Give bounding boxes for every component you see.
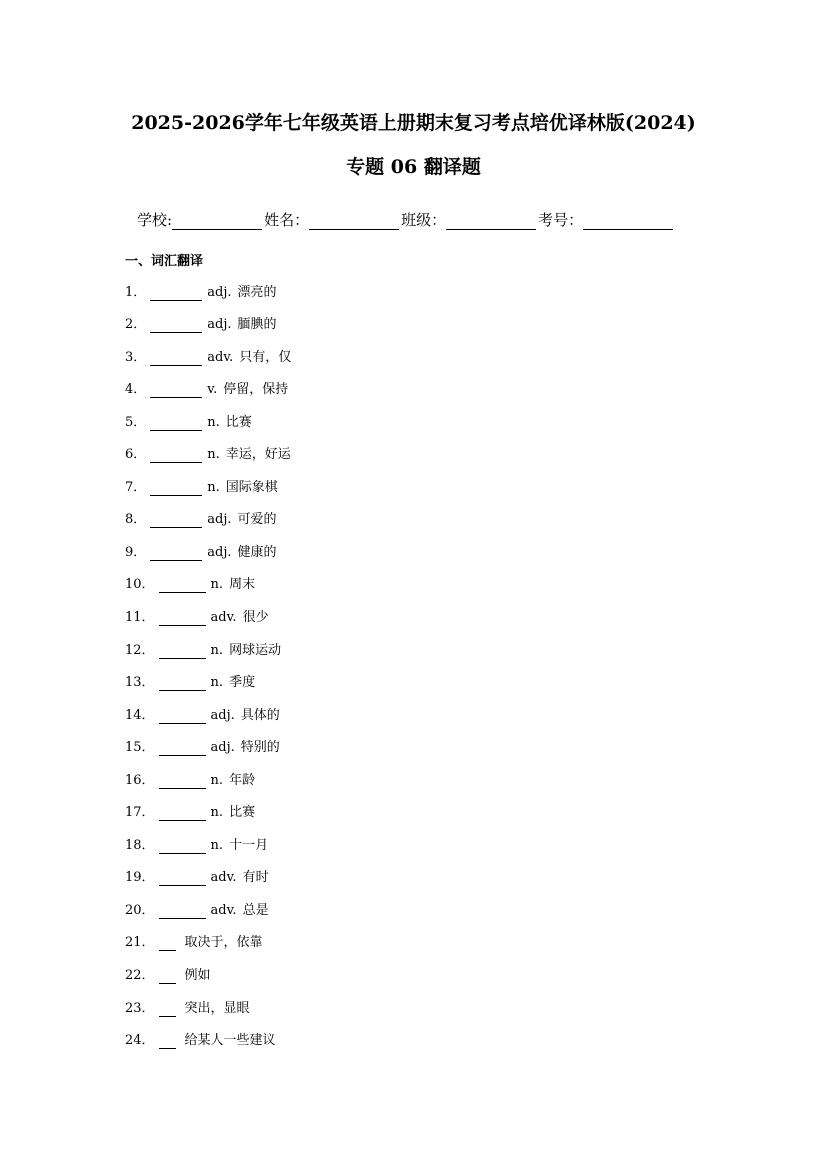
- question-number: 18．: [125, 837, 155, 853]
- answer-blank[interactable]: [159, 611, 206, 626]
- question-item: [125, 703, 291, 736]
- question-item: [125, 638, 291, 671]
- question-number: 2．: [125, 317, 147, 333]
- part-of-speech: n.: [210, 805, 224, 821]
- question-number: 11．: [125, 610, 155, 626]
- exam-number-label: 考号：: [538, 211, 584, 229]
- answer-blank[interactable]: [159, 709, 206, 724]
- question-number: 16．: [125, 772, 155, 788]
- question-item: [125, 540, 291, 573]
- answer-blank[interactable]: [150, 318, 202, 333]
- class-label: 班级：: [401, 211, 447, 229]
- worksheet-subtitle: 专题 06 翻译题: [346, 156, 481, 178]
- part-of-speech: n.: [210, 642, 224, 658]
- answer-blank[interactable]: [159, 578, 206, 593]
- question-number: 21．: [125, 935, 155, 951]
- part-of-speech: adv.: [207, 349, 234, 365]
- class-blank[interactable]: [446, 213, 536, 230]
- chinese-meaning: 具体的: [240, 707, 280, 723]
- part-of-speech: n.: [207, 447, 220, 463]
- answer-blank[interactable]: [159, 904, 206, 919]
- question-item: [125, 313, 291, 346]
- answer-blank[interactable]: [159, 774, 206, 789]
- question-item: [125, 508, 291, 541]
- school-blank[interactable]: [172, 213, 262, 230]
- answer-blank[interactable]: [150, 513, 202, 528]
- part-of-speech: adj.: [207, 284, 232, 300]
- part-of-speech: n.: [210, 675, 224, 691]
- question-item: [125, 280, 291, 313]
- answer-blank[interactable]: [150, 351, 202, 366]
- part-of-speech: n.: [210, 772, 224, 788]
- school-label: 学校:: [137, 211, 173, 229]
- question-number: 5．: [125, 414, 147, 430]
- chinese-meaning: 漂亮的: [237, 284, 277, 300]
- question-number: 19．: [125, 870, 155, 886]
- answer-blank[interactable]: [159, 871, 206, 886]
- question-number: 17．: [125, 805, 155, 821]
- answer-blank[interactable]: [159, 936, 176, 951]
- answer-blank[interactable]: [150, 546, 202, 561]
- answer-blank[interactable]: [150, 416, 202, 431]
- chinese-meaning: 有时: [242, 870, 269, 886]
- chinese-meaning: 健康的: [237, 544, 277, 560]
- answer-blank[interactable]: [159, 741, 206, 756]
- answer-blank[interactable]: [150, 286, 202, 301]
- question-number: 13．: [125, 675, 155, 691]
- student-info-row: [137, 210, 675, 230]
- part-of-speech: adj.: [207, 512, 232, 528]
- answer-blank[interactable]: [159, 676, 206, 691]
- question-number: 7．: [125, 479, 147, 495]
- chinese-meaning: 取决于，依靠: [184, 935, 263, 951]
- answer-blank[interactable]: [150, 383, 202, 398]
- name-blank[interactable]: [309, 213, 399, 230]
- part-of-speech: adv.: [210, 610, 237, 626]
- part-of-speech: n.: [207, 414, 220, 430]
- question-number: 20．: [125, 902, 155, 918]
- chinese-meaning: 比赛: [229, 805, 256, 821]
- answer-blank[interactable]: [159, 839, 206, 854]
- question-item: [125, 605, 291, 638]
- answer-blank[interactable]: [159, 969, 176, 984]
- question-item: [125, 833, 291, 866]
- chinese-meaning: 只有，仅: [239, 349, 292, 365]
- part-of-speech: adj.: [207, 317, 232, 333]
- question-item: [125, 898, 291, 931]
- question-number: 15．: [125, 740, 155, 756]
- chinese-meaning: 比赛: [225, 414, 252, 430]
- answer-blank[interactable]: [159, 1034, 176, 1049]
- part-of-speech: adj.: [210, 740, 235, 756]
- question-item: [125, 768, 291, 801]
- chinese-meaning: 可爱的: [237, 512, 277, 528]
- question-item: [125, 475, 291, 508]
- answer-blank[interactable]: [150, 481, 202, 496]
- chinese-meaning: 突出，显眼: [184, 1000, 250, 1016]
- part-of-speech: adj.: [207, 544, 232, 560]
- question-number: 9．: [125, 544, 147, 560]
- part-of-speech: adv.: [210, 902, 237, 918]
- chinese-meaning: 年龄: [229, 772, 256, 788]
- question-number: 14．: [125, 707, 155, 723]
- chinese-meaning: 季度: [229, 675, 256, 691]
- part-of-speech: adv.: [210, 870, 237, 886]
- question-item: [125, 963, 291, 996]
- part-of-speech: n.: [210, 577, 224, 593]
- question-item: [125, 443, 291, 476]
- chinese-meaning: 腼腆的: [237, 317, 277, 333]
- answer-blank[interactable]: [159, 644, 206, 659]
- question-number: 1．: [125, 284, 147, 300]
- question-item: [125, 996, 291, 1029]
- question-number: 12．: [125, 642, 155, 658]
- chinese-meaning: 幸运，好运: [225, 447, 291, 463]
- question-number: 6．: [125, 447, 147, 463]
- exam-number-field: [538, 210, 675, 230]
- question-item: [125, 1029, 291, 1062]
- chinese-meaning: 给某人一些建议: [184, 1033, 276, 1049]
- question-number: 10．: [125, 577, 155, 593]
- question-number: 4．: [125, 382, 147, 398]
- chinese-meaning: 周末: [229, 577, 256, 593]
- chinese-meaning: 停留，保持: [223, 382, 289, 398]
- part-of-speech: n.: [210, 837, 224, 853]
- chinese-meaning: 十一月: [229, 837, 269, 853]
- part-of-speech: n.: [207, 479, 220, 495]
- class-field: [401, 210, 538, 230]
- question-item: [125, 736, 291, 769]
- answer-blank[interactable]: [159, 806, 206, 821]
- part-of-speech: v.: [207, 382, 218, 398]
- answer-blank[interactable]: [150, 448, 202, 463]
- question-number: 3．: [125, 349, 147, 365]
- chinese-meaning: 网球运动: [229, 642, 282, 658]
- question-item: [125, 866, 291, 899]
- question-item: [125, 345, 291, 378]
- name-field: [264, 210, 401, 230]
- section-heading: 一、词汇翻译: [125, 254, 204, 269]
- worksheet-title: 2025-2026学年七年级英语上册期末复习考点培优译林版(2024): [131, 112, 696, 134]
- question-item: [125, 410, 291, 443]
- chinese-meaning: 很少: [242, 610, 269, 626]
- question-number: 8．: [125, 512, 147, 528]
- name-label: 姓名：: [264, 211, 310, 229]
- chinese-meaning: 国际象棋: [225, 479, 278, 495]
- answer-blank[interactable]: [159, 1002, 176, 1017]
- question-item: [125, 671, 291, 704]
- question-list: [125, 280, 291, 1061]
- chinese-meaning: 总是: [242, 902, 269, 918]
- question-item: [125, 931, 291, 964]
- chinese-meaning: 特别的: [240, 740, 280, 756]
- question-item: [125, 801, 291, 834]
- question-number: 23．: [125, 1000, 155, 1016]
- school-field: [137, 210, 264, 230]
- question-number: 22．: [125, 968, 155, 984]
- chinese-meaning: 例如: [184, 968, 211, 984]
- question-number: 24．: [125, 1033, 155, 1049]
- part-of-speech: adj.: [210, 707, 235, 723]
- question-item: [125, 573, 291, 606]
- exam-number-blank[interactable]: [583, 213, 673, 230]
- question-item: [125, 378, 291, 411]
